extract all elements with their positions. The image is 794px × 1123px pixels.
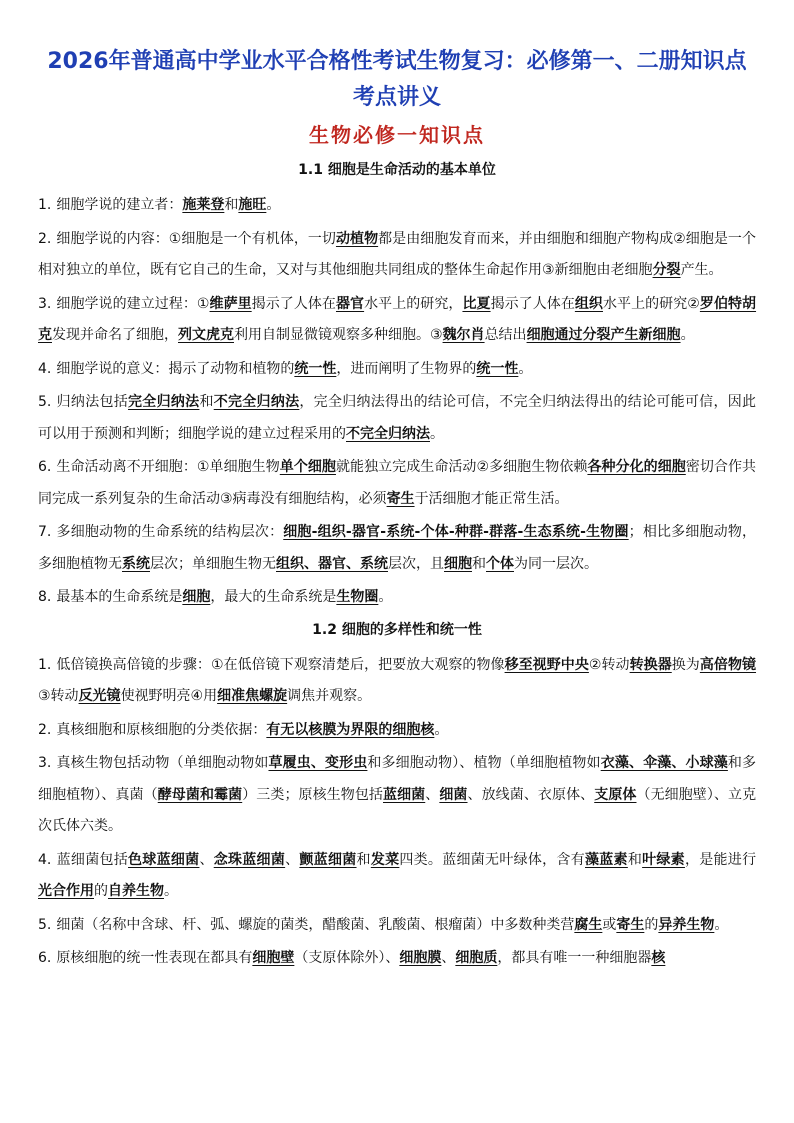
item-number: 2.: [38, 230, 52, 247]
item-number: 3.: [38, 755, 52, 771]
text-run: 真核生物包括动物（单细胞动物如: [56, 755, 269, 771]
text-run: ，进而阐明了生物界的: [336, 360, 477, 377]
text-run: 和: [224, 197, 239, 213]
key-term: 施莱登: [182, 197, 225, 213]
key-term: 有无以核膜为界限的细胞核: [266, 721, 435, 738]
key-term: 统一性: [294, 360, 337, 377]
key-term: 光合作用: [38, 883, 94, 899]
item-number: 8.: [38, 589, 52, 605]
key-term: 叶绿素: [642, 851, 685, 868]
text-run: 多细胞动物的生命系统的结构层次：: [56, 524, 284, 540]
text-run: 和: [472, 555, 486, 572]
text-run: 水平上的研究，: [364, 295, 463, 312]
text-run: 最基本的生命系统是: [56, 589, 183, 605]
key-term: 完全归纳法: [128, 394, 200, 410]
key-term: 器官: [335, 295, 365, 312]
key-term: 细准焦螺旋: [217, 688, 288, 704]
text-run: 和多细胞动物）、植物（单细胞植物如: [367, 755, 601, 771]
key-term: 列文虎克: [178, 327, 234, 343]
text-run: 揭示了人体在: [251, 295, 336, 312]
text-run: 和多细胞植物）、真菌（: [38, 755, 757, 803]
document-title: 2026年普通高中学业水平合格性考试生物复习：必修第一、二册知识点考点讲义: [47, 49, 747, 110]
text-run: 原核细胞的统一性表现在都具有: [56, 950, 253, 966]
key-term: 异养生物: [658, 916, 715, 933]
text-run: 层次，且: [388, 555, 444, 572]
text-run: （支原体除外）、: [294, 950, 400, 966]
key-term: 细胞通过分裂产生新细胞: [526, 327, 681, 343]
section: [38, 158, 756, 614]
text-run: 归纳法包括: [56, 394, 129, 410]
item-number: 6.: [38, 459, 52, 475]
text-run: 。: [430, 425, 444, 442]
key-term: 各种分化的细胞: [587, 459, 686, 475]
text-run: 四类。蓝细菌无叶绿体，含有: [399, 851, 585, 868]
text-run: ，最大的生命系统是: [210, 589, 337, 605]
key-term: 蓝细菌: [383, 786, 426, 803]
item-number: 7.: [38, 524, 52, 540]
list-item: [38, 190, 756, 222]
text-run: 低倍镜换高倍镜的步骤：①在低倍镜下观察清楚后，把要放大观察的物像: [56, 656, 505, 673]
text-run: 细菌（名称中含球、杆、弧、螺旋的菌类，醋酸菌、乳酸菌、根瘤菌）中多数种类营: [56, 916, 575, 933]
text-run: 。: [680, 327, 695, 343]
key-term: 腐生: [574, 916, 603, 933]
text-run: 、: [441, 950, 456, 966]
text-run: 利用自制显微镜观察多种细胞。③: [234, 327, 443, 343]
list-item: [38, 224, 756, 287]
key-term: 比夏: [462, 295, 491, 312]
text-run: 水平上的研究②: [602, 295, 700, 312]
document-subtitle: 生物必修一知识点: [309, 123, 485, 147]
list-item: [38, 289, 756, 352]
text-run: 、: [285, 851, 300, 868]
text-run: 揭示了人体在: [490, 295, 575, 312]
key-term: 动植物: [335, 230, 379, 247]
list-item: [38, 910, 756, 942]
item-number: 3.: [38, 295, 52, 312]
key-term: 罗伯特胡克: [38, 295, 757, 343]
key-term: 寄生: [616, 916, 645, 933]
text-run: 层次；单细胞生物无: [150, 555, 276, 572]
key-term: 统一性: [476, 360, 519, 377]
key-term: 藻蓝素: [585, 851, 628, 868]
sections-container: [38, 158, 756, 975]
list-item: [38, 943, 756, 975]
key-term: 细胞壁: [252, 950, 295, 966]
text-run: 于活细胞才能正常生活。: [414, 490, 569, 507]
list-item: [38, 650, 756, 713]
item-number: 4.: [38, 851, 52, 868]
text-run: ）三类；原核生物包括: [242, 786, 383, 803]
key-term: 维萨里: [209, 295, 252, 312]
list-item: [38, 517, 756, 580]
text-run: 就能独立完成生命活动②多细胞生物依赖: [335, 459, 588, 475]
text-run: ，完全归纳法得出的结论可信，不完全归纳法得出的结论可能可信，因此可以用于预测和判断；细胞学说的建立过程采用的: [38, 394, 757, 442]
list-item: [38, 582, 756, 614]
text-run: 细胞学说的建立过程：①: [56, 295, 210, 312]
text-run: 细胞学说的意义：揭示了动物和植物的: [56, 360, 295, 377]
list-item: [38, 354, 756, 386]
key-term: 不完全归纳法: [346, 425, 430, 442]
text-run: 。: [378, 589, 393, 605]
key-term: 颤蓝细菌: [299, 851, 357, 868]
key-term: 衣藻、伞藻、小球藻: [600, 755, 728, 771]
list-item: [38, 845, 756, 908]
item-number: 1.: [38, 197, 52, 213]
key-term: 组织: [574, 295, 603, 312]
text-run: 。: [266, 197, 281, 213]
list-item: [38, 748, 756, 843]
text-run: ②转动: [588, 656, 630, 673]
key-term: 自养生物: [108, 883, 164, 899]
text-run: 、: [199, 851, 214, 868]
section-heading: 1.2 细胞的多样性和统一性: [312, 621, 482, 638]
text-run: 。: [714, 916, 729, 933]
text-run: 都是由细胞发育而来，并由细胞和细胞产物构成②细胞是一个相对独立的单位，既有它自己的生命，又对与其他细胞共同组成的整体生命起作用③新细胞由老细胞: [38, 230, 756, 278]
text-run: 发现并命名了细胞，: [52, 327, 178, 343]
key-term: 支原体: [594, 786, 637, 803]
text-run: 和: [356, 851, 371, 868]
list-item: [38, 715, 756, 747]
text-run: ，是能进行: [684, 851, 757, 868]
text-run: 。: [434, 721, 449, 738]
text-run: 。: [164, 883, 178, 899]
key-term: 转换器: [629, 656, 672, 673]
item-number: 2.: [38, 721, 52, 738]
key-term: 魏尔肖: [442, 327, 485, 343]
key-term: 不完全归纳法: [213, 394, 300, 410]
text-run: 密切合作共同完成一系列复杂的生命活动③病毒没有细胞结构，必须: [38, 459, 756, 507]
text-run: ③转动: [38, 688, 79, 704]
text-run: 细胞学说的建立者：: [56, 197, 183, 213]
text-run: 细胞学说的内容：①细胞是一个有机体，一切: [56, 230, 336, 247]
section: [38, 618, 756, 975]
key-term: 念珠蓝细菌: [213, 851, 286, 868]
key-term: 发菜: [370, 851, 400, 868]
key-term: 生物圈: [336, 589, 379, 605]
text-run: 的: [644, 916, 659, 933]
item-number: 1.: [38, 656, 52, 673]
key-term: 个体: [486, 555, 514, 572]
text-run: 调焦并观察。: [287, 688, 372, 704]
item-number: 6.: [38, 950, 52, 966]
key-term: 单个细胞: [279, 459, 336, 475]
text-run: 的: [94, 883, 108, 899]
key-term: 分裂: [652, 262, 681, 278]
text-run: 和: [199, 394, 214, 410]
text-run: 和: [627, 851, 643, 868]
item-number: 4.: [38, 360, 52, 377]
text-run: ；相比多细胞动物，多细胞植物无: [38, 524, 757, 572]
text-run: 或: [602, 916, 617, 933]
key-term: 细胞: [182, 589, 211, 605]
list-item: [38, 387, 756, 450]
key-term: 寄生: [386, 490, 415, 507]
key-term: 细胞膜: [399, 950, 442, 966]
key-term: 草履虫、变形虫: [268, 755, 368, 771]
key-term: 移至视野中央: [504, 656, 589, 673]
key-term: 施旺: [238, 197, 267, 213]
text-run: ，都具有唯一一种细胞器: [497, 950, 652, 966]
list-item: [38, 452, 756, 515]
text-run: 为同一层次。: [514, 555, 598, 572]
text-run: （无细胞壁）、立克次氏体六类。: [38, 786, 757, 834]
text-run: 蓝细菌包括: [56, 851, 129, 868]
key-term: 细菌: [439, 786, 468, 803]
item-number: 5.: [38, 394, 52, 410]
section-heading: 1.1 细胞是生命活动的基本单位: [298, 162, 496, 178]
text-run: 换为: [671, 656, 700, 673]
key-term: 系统: [122, 555, 150, 572]
text-run: 总结出: [484, 327, 527, 343]
text-run: 。: [518, 360, 533, 377]
item-number: 5.: [38, 916, 52, 933]
key-term: 反光镜: [78, 688, 121, 704]
key-term: 细胞-组织-器官-系统-个体-种群-群落-生态系统-生物圈: [283, 524, 629, 540]
text-run: 、放线菌、衣原体、: [467, 786, 595, 803]
text-run: 产生。: [680, 262, 723, 278]
key-term: 色球蓝细菌: [128, 851, 200, 868]
text-run: 、: [425, 786, 440, 803]
key-term: 细胞: [444, 555, 472, 572]
key-term: 细胞质: [455, 950, 498, 966]
text-run: 生命活动离不开细胞：①单细胞生物: [56, 459, 280, 475]
key-term: 高倍物镜: [699, 656, 757, 673]
key-term: 核: [651, 950, 666, 966]
key-term: 酵母菌和霉菌: [157, 786, 243, 803]
text-run: 使视野明亮④用: [120, 688, 218, 704]
text-run: 真核细胞和原核细胞的分类依据：: [56, 721, 267, 738]
key-term: 组织、器官、系统: [276, 555, 388, 572]
